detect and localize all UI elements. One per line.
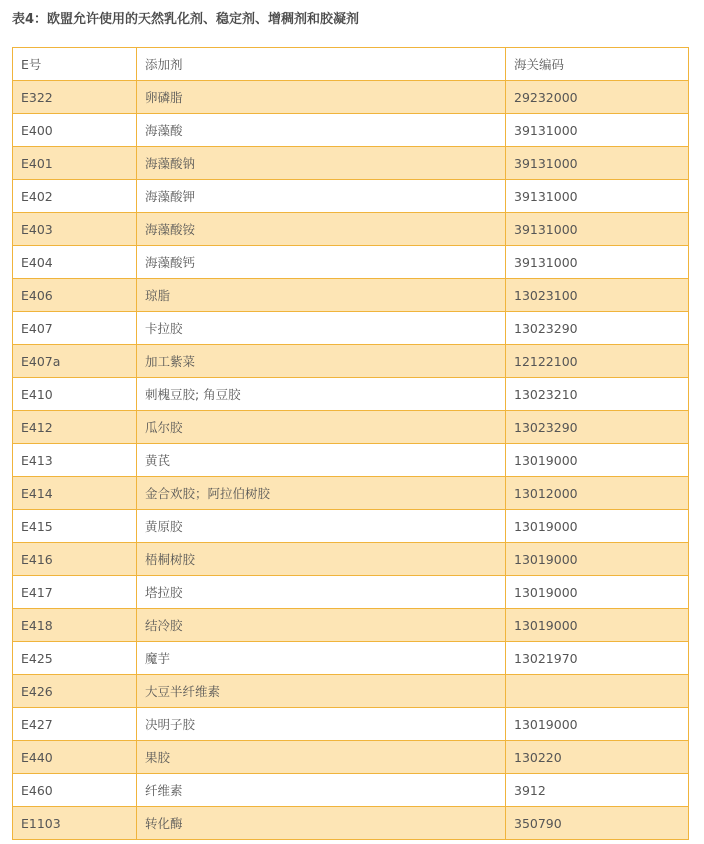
cell-e-number: E427 — [13, 708, 137, 741]
cell-customs-code: 13019000 — [506, 576, 689, 609]
cell-e-number: E404 — [13, 246, 137, 279]
cell-e-number: E402 — [13, 180, 137, 213]
cell-additive: 海藻酸铵 — [137, 213, 506, 246]
cell-additive: 金合欢胶；阿拉伯树胶 — [137, 477, 506, 510]
table-row — [13, 279, 689, 312]
cell-e-number: E410 — [13, 378, 137, 411]
table-row — [13, 774, 689, 807]
cell-additive: 转化酶 — [137, 807, 506, 840]
cell-additive: 梧桐树胶 — [137, 543, 506, 576]
cell-customs-code: 13019000 — [506, 510, 689, 543]
cell-additive: 塔拉胶 — [137, 576, 506, 609]
table-row — [13, 147, 689, 180]
cell-additive: 海藻酸钙 — [137, 246, 506, 279]
cell-e-number: E403 — [13, 213, 137, 246]
cell-e-number: E406 — [13, 279, 137, 312]
table-row — [13, 708, 689, 741]
table-row — [13, 378, 689, 411]
header-row — [13, 48, 689, 81]
cell-customs-code: 12122100 — [506, 345, 689, 378]
table-row — [13, 444, 689, 477]
cell-e-number: E412 — [13, 411, 137, 444]
table-row — [13, 675, 689, 708]
cell-customs-code: 13012000 — [506, 477, 689, 510]
cell-additive: 果胶 — [137, 741, 506, 774]
cell-e-number: E440 — [13, 741, 137, 774]
header-additive: 添加剂 — [137, 48, 506, 81]
table-row — [13, 345, 689, 378]
cell-customs-code: 350790 — [506, 807, 689, 840]
cell-customs-code: 39131000 — [506, 180, 689, 213]
cell-e-number: E1103 — [13, 807, 137, 840]
cell-customs-code: 13023210 — [506, 378, 689, 411]
cell-e-number: E418 — [13, 609, 137, 642]
cell-customs-code: 13023100 — [506, 279, 689, 312]
cell-additive: 黄原胶 — [137, 510, 506, 543]
table-row — [13, 543, 689, 576]
cell-additive: 卵磷脂 — [137, 81, 506, 114]
table-row — [13, 246, 689, 279]
cell-customs-code: 29232000 — [506, 81, 689, 114]
table-row — [13, 213, 689, 246]
table-body — [13, 81, 689, 840]
cell-customs-code — [506, 675, 689, 708]
cell-customs-code: 13019000 — [506, 708, 689, 741]
table-row — [13, 114, 689, 147]
table-row — [13, 477, 689, 510]
cell-additive: 加工紫菜 — [137, 345, 506, 378]
cell-e-number: E413 — [13, 444, 137, 477]
cell-additive: 瓜尔胶 — [137, 411, 506, 444]
cell-e-number: E407 — [13, 312, 137, 345]
table-row — [13, 609, 689, 642]
table-row — [13, 180, 689, 213]
cell-e-number: E417 — [13, 576, 137, 609]
header-e-number: E号 — [13, 48, 137, 81]
cell-e-number: E400 — [13, 114, 137, 147]
cell-e-number: E426 — [13, 675, 137, 708]
cell-additive: 卡拉胶 — [137, 312, 506, 345]
table-row — [13, 510, 689, 543]
cell-additive: 刺槐豆胶; 角豆胶 — [137, 378, 506, 411]
cell-e-number: E407a — [13, 345, 137, 378]
cell-customs-code: 39131000 — [506, 114, 689, 147]
cell-customs-code: 13021970 — [506, 642, 689, 675]
cell-additive: 海藻酸钾 — [137, 180, 506, 213]
table-header — [13, 48, 689, 81]
cell-e-number: E460 — [13, 774, 137, 807]
additives-table — [12, 47, 689, 840]
header-customs-code: 海关编码 — [506, 48, 689, 81]
cell-customs-code: 13019000 — [506, 444, 689, 477]
cell-additive: 海藻酸钠 — [137, 147, 506, 180]
cell-additive: 结冷胶 — [137, 609, 506, 642]
cell-additive: 海藻酸 — [137, 114, 506, 147]
cell-customs-code: 13019000 — [506, 543, 689, 576]
cell-e-number: E416 — [13, 543, 137, 576]
table-row — [13, 741, 689, 774]
table-row — [13, 642, 689, 675]
cell-e-number: E415 — [13, 510, 137, 543]
cell-customs-code: 3912 — [506, 774, 689, 807]
cell-additive: 大豆半纤维素 — [137, 675, 506, 708]
cell-customs-code: 39131000 — [506, 213, 689, 246]
cell-e-number: E414 — [13, 477, 137, 510]
cell-customs-code: 13019000 — [506, 609, 689, 642]
cell-additive: 决明子胶 — [137, 708, 506, 741]
table-row — [13, 807, 689, 840]
table-row — [13, 411, 689, 444]
cell-customs-code: 13023290 — [506, 411, 689, 444]
table-row — [13, 576, 689, 609]
cell-additive: 黄芪 — [137, 444, 506, 477]
cell-e-number: E401 — [13, 147, 137, 180]
table-row — [13, 312, 689, 345]
cell-customs-code: 130220 — [506, 741, 689, 774]
cell-customs-code: 39131000 — [506, 147, 689, 180]
cell-e-number: E425 — [13, 642, 137, 675]
cell-e-number: E322 — [13, 81, 137, 114]
additives-table-container — [12, 47, 688, 840]
table-row — [13, 81, 689, 114]
table-caption: 表4：欧盟允许使用的天然乳化剂、稳定剂、增稠剂和胶凝剂 — [12, 12, 360, 27]
cell-additive: 纤维素 — [137, 774, 506, 807]
cell-customs-code: 13023290 — [506, 312, 689, 345]
cell-additive: 琼脂 — [137, 279, 506, 312]
cell-customs-code: 39131000 — [506, 246, 689, 279]
cell-additive: 魔芋 — [137, 642, 506, 675]
